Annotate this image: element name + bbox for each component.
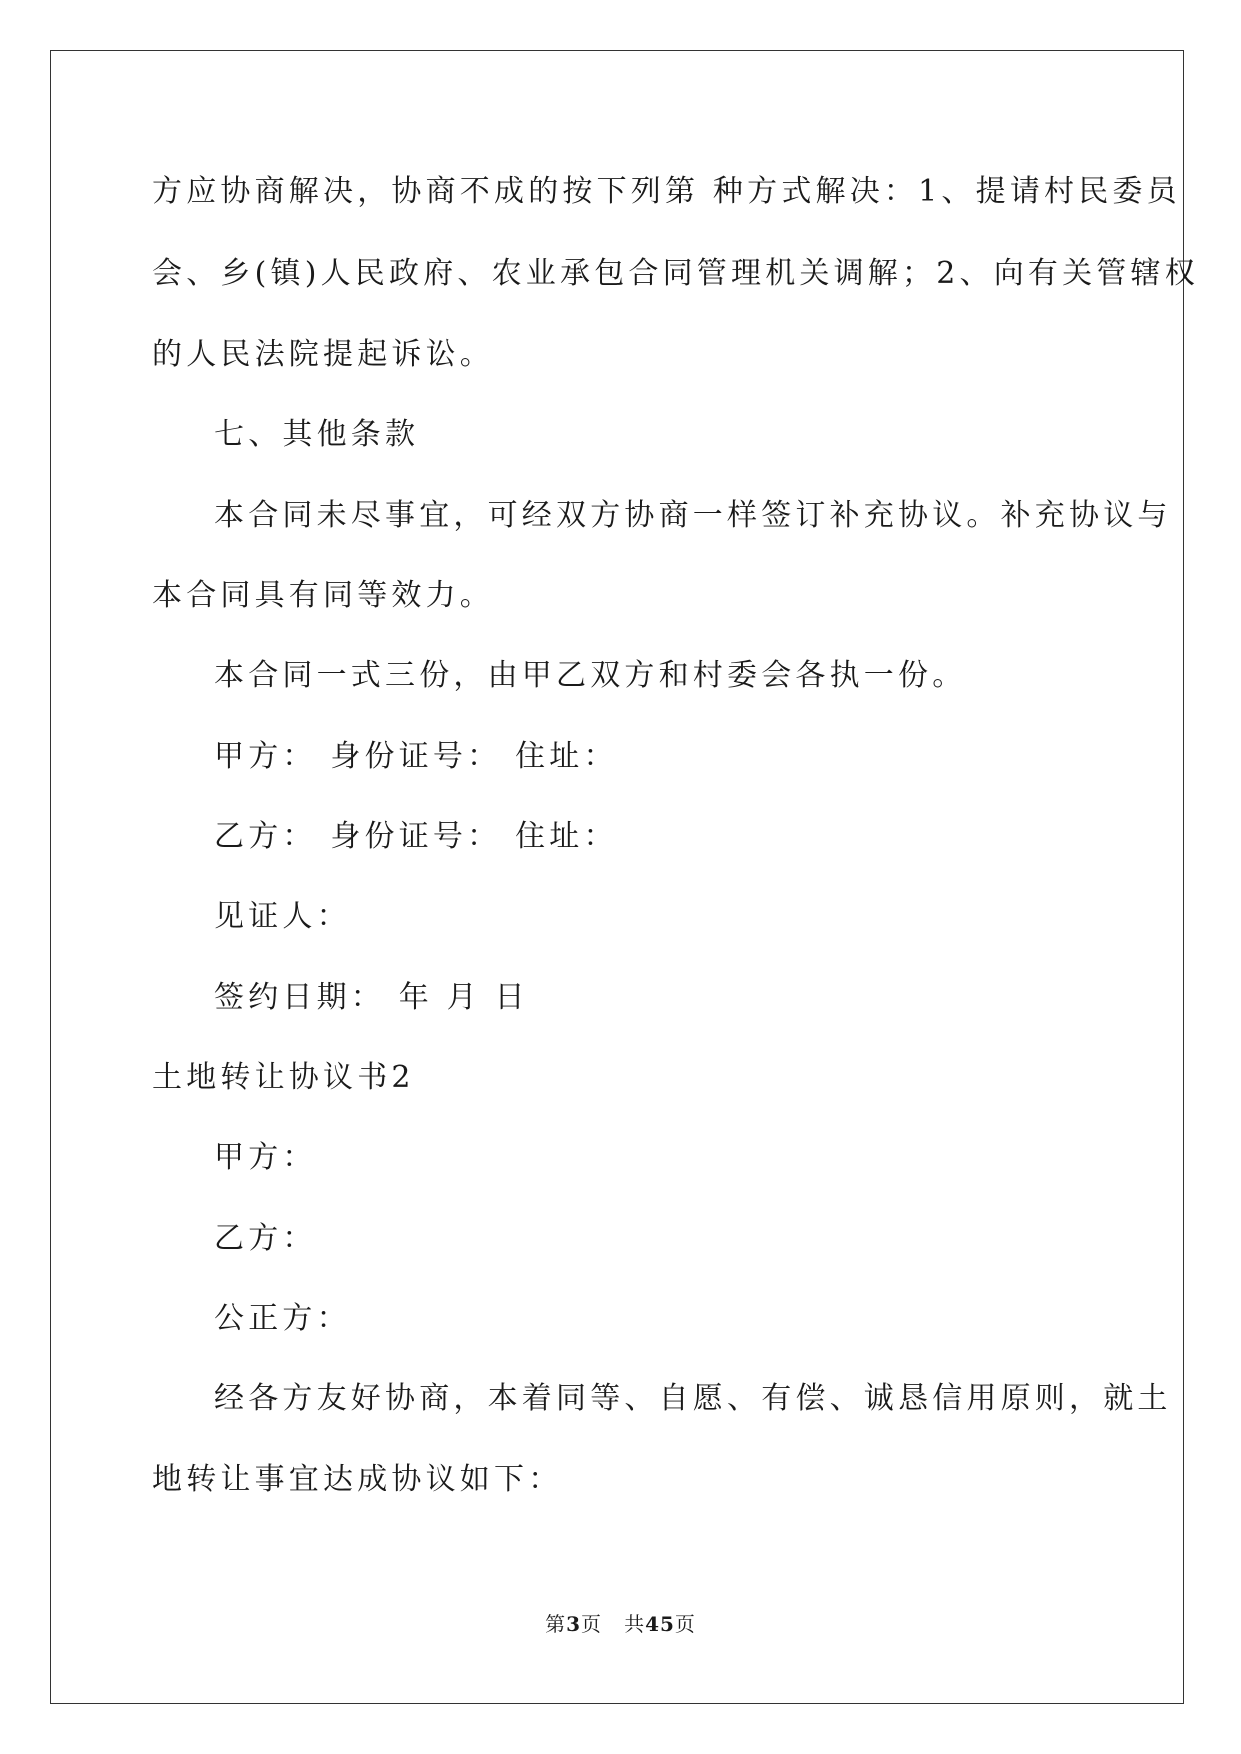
paragraph-line: 本合同具有同等效力。 <box>152 578 494 613</box>
party-b-line: 乙方： 身份证号： 住址： <box>214 819 618 854</box>
footer-total-suffix: 页 <box>674 1612 696 1636</box>
notary-label: 公正方： <box>214 1301 351 1336</box>
footer-page-suffix: 页 <box>581 1612 602 1636</box>
document-title: 土地转让协议书2 <box>152 1060 415 1095</box>
paragraph-line: 本合同未尽事宜，可经双方协商一样签订补充协议。补充协议与 <box>214 498 1172 533</box>
paragraph-line: 会、乡(镇)人民政府、农业承包合同管理机关调解；2、向有关管辖权 <box>152 256 1199 291</box>
party-b-label: 乙方： <box>214 1221 317 1256</box>
current-page-number: 3 <box>566 1612 581 1636</box>
page-border <box>50 50 1199 1704</box>
party-a-line: 甲方： 身份证号： 住址： <box>214 739 618 774</box>
paragraph-line: 方应协商解决，协商不成的按下列第 种方式解决：1、提请村民委员 <box>152 174 1181 209</box>
paragraph-line: 本合同一式三份，由甲乙双方和村委会各执一份。 <box>214 658 967 693</box>
section-heading: 七、其他条款 <box>214 417 420 452</box>
witness-line: 见证人： <box>214 899 351 934</box>
paragraph-line: 经各方友好协商，本着同等、自愿、有偿、诚恳信用原则，就土 <box>214 1381 1172 1416</box>
footer-prefix: 第 <box>545 1612 567 1636</box>
total-pages-number: 45 <box>645 1612 675 1636</box>
footer-total-prefix: 共 <box>624 1612 646 1636</box>
paragraph-line: 地转让事宜达成协议如下： <box>152 1462 563 1497</box>
party-a-label: 甲方： <box>214 1140 317 1175</box>
page-footer <box>0 1612 1241 1636</box>
paragraph-line: 的人民法院提起诉讼。 <box>152 337 494 372</box>
signing-date-line: 签约日期： 年 月 日 <box>214 980 529 1015</box>
